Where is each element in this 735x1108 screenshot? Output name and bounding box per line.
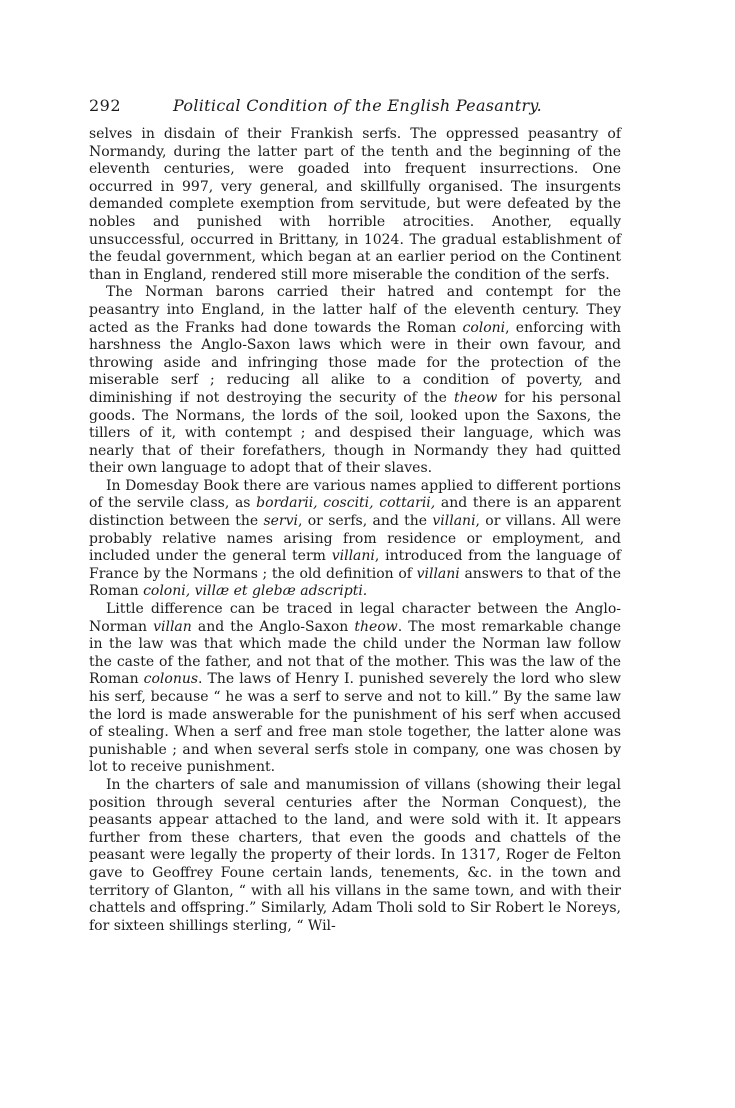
text-run: and there is an apparent distinction between the [89, 495, 621, 530]
italic-term: coloni [462, 319, 506, 336]
italic-term: colonus [143, 671, 199, 688]
text-run: In Domesday Book there are various names applied to different portions of the servile class, as [89, 477, 621, 512]
body-text [89, 126, 621, 935]
italic-term: theow [354, 618, 398, 635]
paragraph [89, 777, 621, 935]
italic-term: villani [432, 513, 476, 530]
italic-term: coloni, villæ et glebæ adscripti. [143, 583, 368, 600]
text-run: . The laws of Henry I. punished severely the lord who slew his serf, because “ he was a serf to serve and not to kill.” By the same law the lord is made answerable for the punishment of his serf when accused of stealing. When a serf and free man stole together, the latter alone was punishable ; and when several serfs stole in company, one was chosen by lot to receive punishment. [89, 671, 621, 776]
text-run: , enforcing with harshness the Anglo-Saxon laws which were in their own favour, and throwing aside and infringing those made for the protection of the miserable serf ; reducing all alike to a condition of poverty, and diminishing if not destroying the security of the [89, 319, 621, 406]
running-title: Political Condition of the English Peasantry. [173, 96, 543, 115]
text-run: The Norman barons carried their hatred and contempt for the peasantry into England, in the latter half of the eleventh century. They acted as the Franks had done towards the Roman [89, 284, 621, 336]
page-number: 292 [89, 96, 122, 115]
paragraph [89, 126, 621, 284]
text-run: , introduced from the language of France by the Normans ; the old definition of [89, 548, 621, 582]
text-run: , or serfs, and the [298, 513, 433, 530]
text-run: . The most remarkable change in the law was that which made the child under the Norman law follow the caste of the father, and not that of the mother. This was the law of the Roman [89, 618, 621, 688]
text-run: Little difference can be traced in legal character between the Anglo-Norman [89, 601, 621, 635]
italic-term: theow [453, 389, 498, 406]
italic-term: villan [153, 618, 192, 635]
text-run: and the Anglo-Saxon [191, 618, 355, 635]
running-head [89, 96, 621, 126]
italic-term: servi [263, 513, 298, 530]
text-run: In the charters of sale and manumission of villans (showing their legal position through several centuries after the Norman Conquest), the peasants appear attached to the land, and were sold with it. It appears further from these charters, that even the goods and chattels of the peasant were legally the property of their lords. In 1317, Roger de Felton gave to Geoffrey Foune certain lands, tenements, &c. in the town and territory of Glanton, “ with all his villans in the same town, and with their chattels and offspring.” Similarly, Adam Tholi sold to Sir Robert le Noreys, for sixteen shillings sterling, “ Wil- [89, 776, 621, 934]
text-run: , or villans. All were probably relative names arising from residence or employment, and included under the general term [89, 513, 622, 565]
paragraph [89, 478, 621, 601]
paragraph [89, 284, 621, 478]
text-run: for his personal goods. The Normans, the lords of the soil, looked upon the Saxons, the tillers of it, with contempt ; and despised their language, which was nearly that of their forefathers, though in Normandy they had quitted their own language to adopt that of their slaves. [89, 389, 622, 477]
italic-term: bordarii, cosciti, cottarii, [256, 495, 436, 512]
italic-term: villani [331, 548, 375, 565]
italic-term: villani [416, 565, 460, 582]
text-run: selves in disdain of their Frankish serfs. The oppressed peasantry of Normandy, during the latter part of the tenth and the beginning of the eleventh centuries, were goaded into frequent insurrections. One occurred in 997, very general, and skillfully organised. The insurgents demanded complete exemption from servitude, but were defeated by the nobles and punished with horrible atrocities. Another, equally unsuccessful, occurred in Brittany, in 1024. The gradual establishment of the feudal government, which began at an earlier period on the Continent than in England, rendered still more miserable the condition of the serfs. [89, 126, 621, 283]
text-run: answers to that of the Roman [89, 565, 621, 600]
paragraph [89, 601, 621, 777]
